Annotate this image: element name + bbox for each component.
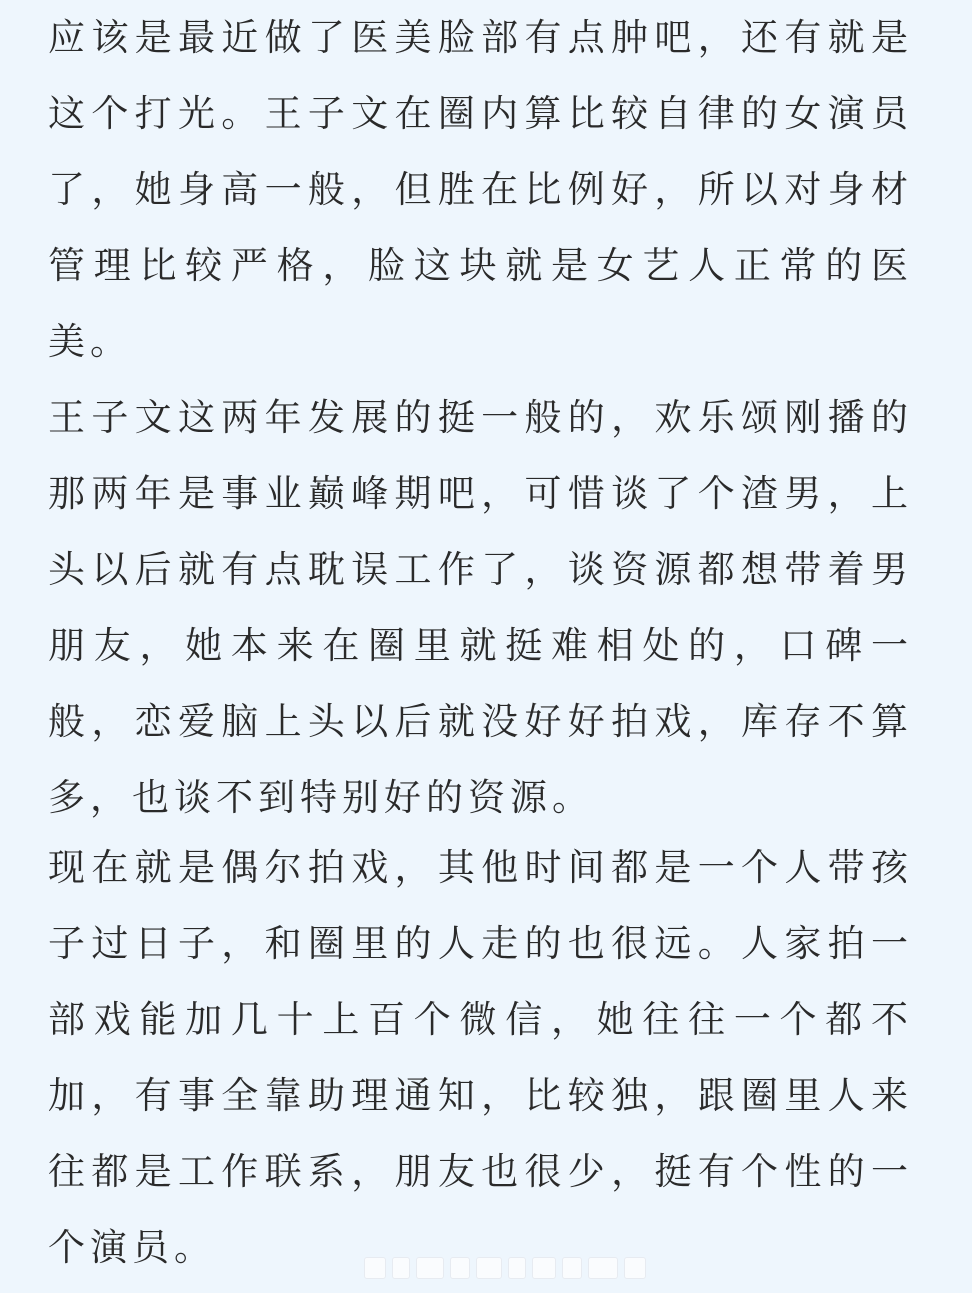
watermark-block — [508, 1257, 526, 1279]
text-line: 头以后就有点耽误工作了，谈资源都想带着男 — [48, 548, 908, 591]
watermark-block — [416, 1257, 444, 1279]
text-line: 般，恋爱脑上头以后就没好好拍戏，库存不算 — [48, 700, 908, 743]
text-line: 现在就是偶尔拍戏，其他时间都是一个人带孩 — [48, 846, 908, 889]
text-line: 了，她身高一般，但胜在比例好，所以对身材 — [48, 168, 908, 211]
text-line: 个演员。 — [48, 1226, 216, 1269]
watermark-block — [624, 1257, 646, 1279]
watermark-block — [450, 1257, 470, 1279]
watermark — [364, 1254, 646, 1282]
text-line: 王子文这两年发展的挺一般的，欢乐颂刚播的 — [48, 396, 908, 439]
watermark-block — [588, 1257, 618, 1279]
text-line: 子过日子，和圈里的人走的也很远。人家拍一 — [48, 922, 908, 965]
watermark-block — [392, 1257, 410, 1279]
watermark-block — [364, 1257, 386, 1279]
text-line: 多，也谈不到特别好的资源。 — [48, 776, 594, 819]
text-line: 美。 — [48, 320, 132, 363]
watermark-block — [476, 1257, 502, 1279]
text-line: 加，有事全靠助理通知，比较独，跟圈里人来 — [48, 1074, 908, 1117]
text-line: 部戏能加几十上百个微信，她往往一个都不 — [48, 998, 908, 1041]
text-line: 应该是最近做了医美脸部有点肿吧，还有就是 — [48, 16, 908, 59]
watermark-block — [562, 1257, 582, 1279]
text-line: 那两年是事业巅峰期吧，可惜谈了个渣男，上 — [48, 472, 908, 515]
text-line: 往都是工作联系，朋友也很少，挺有个性的一 — [48, 1150, 908, 1193]
text-line: 朋友，她本来在圈里就挺难相处的，口碑一 — [48, 624, 908, 667]
text-line: 管理比较严格，脸这块就是女艺人正常的医 — [48, 244, 908, 287]
watermark-block — [532, 1257, 556, 1279]
text-line: 这个打光。王子文在圈内算比较自律的女演员 — [48, 92, 908, 135]
